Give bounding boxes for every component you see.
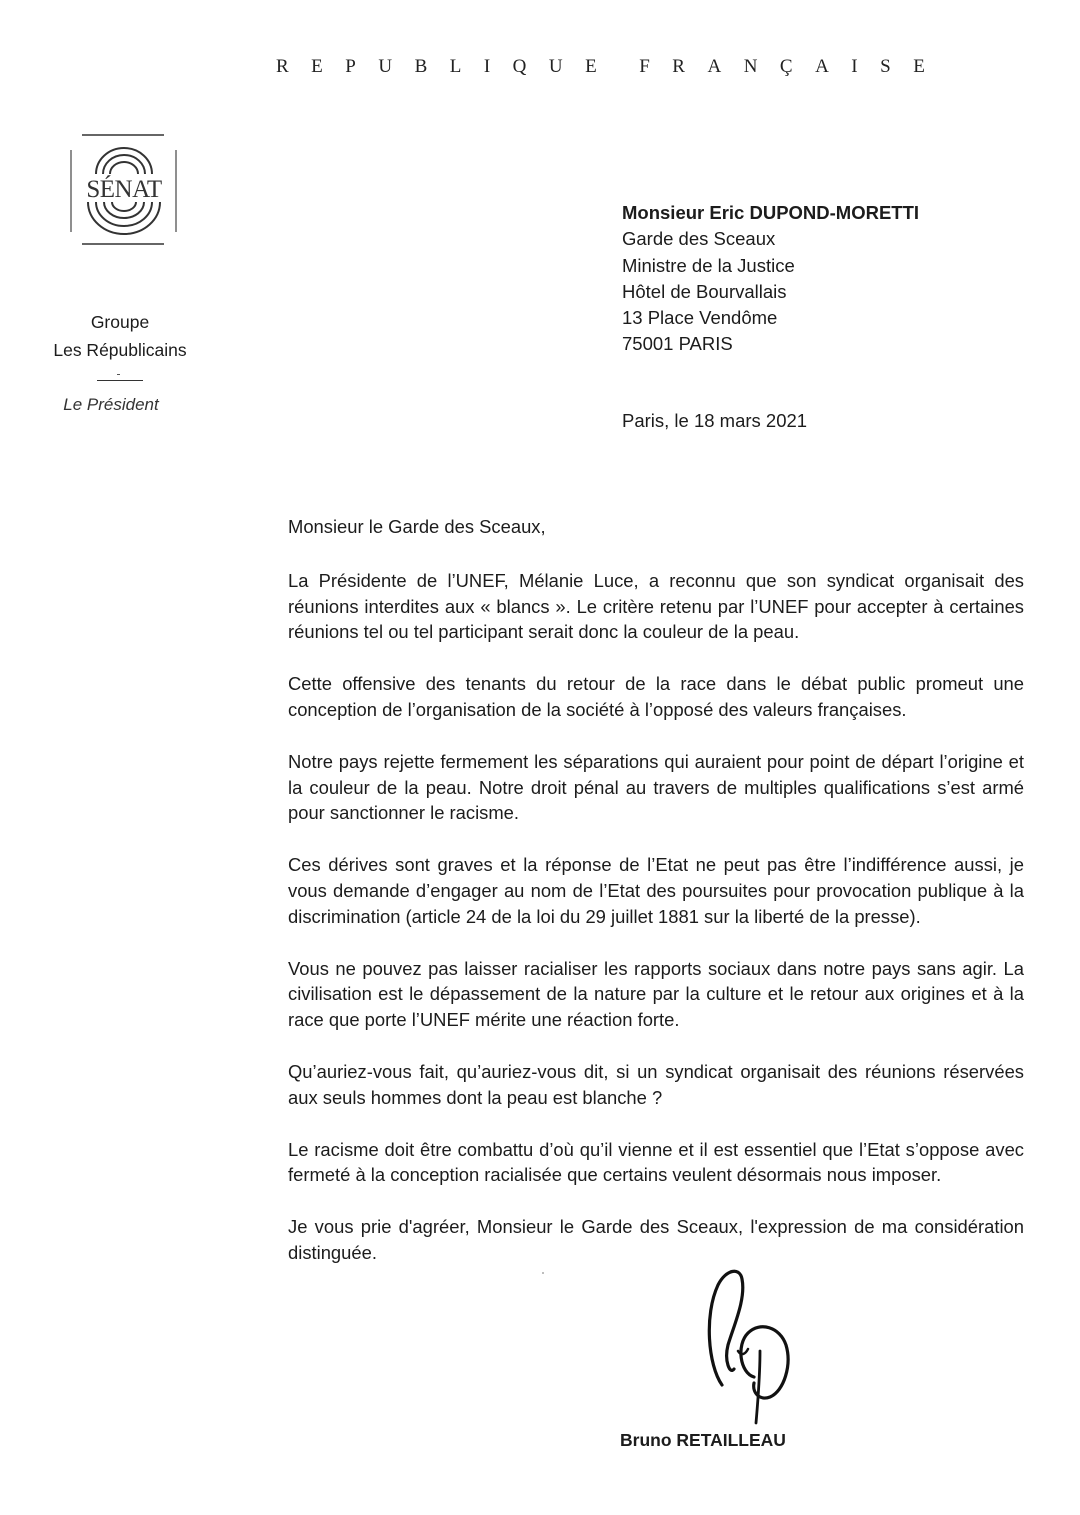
sender-role: Le Président [63,395,159,414]
paragraph-1: La Présidente de l’UNEF, Mélanie Luce, a reconnu que son syndicat organisait des réunions interdites aux « blancs ». Le critère retenu par l’UNEF pour accepter à certaines réunions tel ou tel participant serait donc la couleur de la peau. [288,569,1024,643]
paragraph-4: Ces dérives sont graves et la réponse de l’Etat ne peut pas être l’indifférence aussi, je vous demande d’engager au nom de l’Etat des poursuites pour provocation publique à la discrimination (article 24 de la loi du 29 juillet 1881 sur la liberté de la presse). [288,854,1024,927]
recipient-name: Monsieur Eric DUPOND-MORETTI [622,202,920,223]
sender-divider [97,380,143,381]
signer-name: Bruno RETAILLEAU [620,1430,786,1450]
group-label: Groupe [90,312,150,332]
handwritten-signature-icon [700,1265,810,1425]
recipient-address-block [622,200,919,358]
paragraph-2: Cette offensive des tenants du retour de la race dans le débat public promeut une conception de l’organisation de la société à l’opposé des valeurs françaises. [288,673,1024,720]
recipient-building: Hôtel de Bourvallais [622,280,787,302]
recipient-ministry: Ministre de la Justice [622,254,795,276]
republic-word-2: FRANÇAISE [639,56,948,77]
paragraph-6: Qu’auriez-vous fait, qu’auriez-vous dit, si un syndicat organisait des réunions réservées aux seuls hommes dont la peau est blanche ? [288,1060,1024,1108]
svg-text:SÉNAT: SÉNAT [86,176,162,203]
group-name: Les Républicains [53,340,187,360]
paper-speck [542,1272,544,1274]
senat-logo-icon [68,132,180,248]
paragraph-7: Le racisme doit être combattu d’où qu’il vienne et il est essentiel que l’Etat s’oppose avec fermeté à la conception racialisée que certains veulent désormais nous imposer. [288,1138,1024,1186]
paragraph-3: Notre pays rejette fermement les séparations qui auraient pour point de départ l’origine et la couleur de la peau. Notre droit pénal au travers de multiples qualifications s’est armé pour sanctionner le racisme. [288,750,1024,824]
paragraph-5: Vous ne pouvez pas laisser racialiser les rapports sociaux dans notre pays sans agir. La civilisation est le dépassement de la nature par la culture et le retour aux origines et à la race que porte l’UNEF mérite une réaction forte. [288,957,1024,1031]
recipient-city: 75001 PARIS [622,333,733,355]
republic-word-1: REPUBLIQUE [276,56,620,77]
recipient-title: Garde des Sceaux [622,228,776,250]
letter-body [288,514,1024,1292]
recipient-street: 13 Place Vendôme [622,307,778,329]
closing-paragraph: Je vous prie d'agréer, Monsieur le Garde des Sceaux, l'expression de ma considération distinguée. [288,1216,1024,1263]
letterhead-republique-francaise [276,56,947,78]
letter-date: Paris, le 18 mars 2021 [622,410,808,431]
sender-group-block [30,308,210,419]
salutation: Monsieur le Garde des Sceaux, [288,516,546,537]
